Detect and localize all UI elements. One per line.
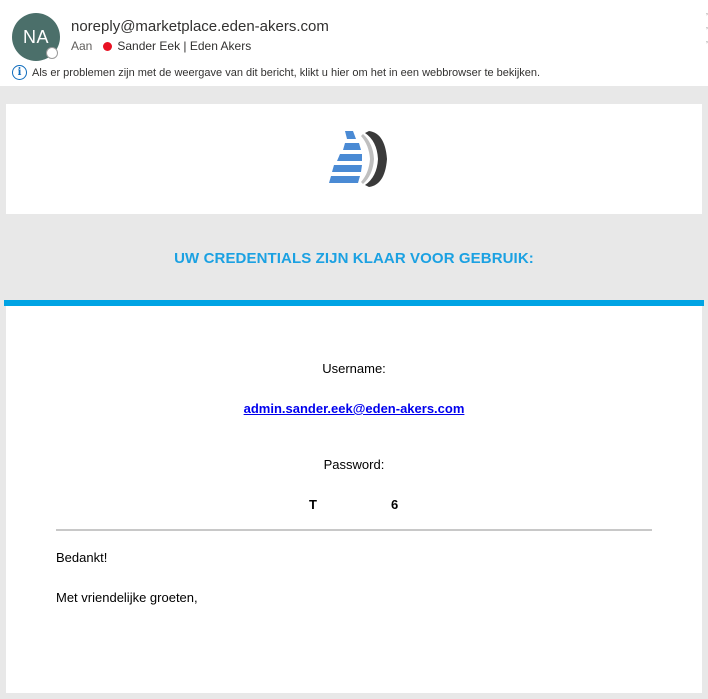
password-first-char: T: [309, 497, 317, 512]
to-label: Aan: [71, 39, 93, 53]
credentials-banner: [6, 214, 702, 300]
edge-mark: ʼ: [706, 12, 708, 22]
company-logo-icon: [323, 129, 393, 189]
view-in-browser-text[interactable]: Als er problemen zijn met de weergave van dit bericht, klikt u hier om het in een webbrowser te bekijken.: [32, 66, 541, 79]
logo-panel: [6, 104, 702, 214]
username-value: [6, 401, 702, 416]
recipient-name[interactable]: Sander Eek | Eden Akers: [117, 39, 252, 53]
edge-mark: ʼ: [706, 26, 708, 36]
content-divider: [56, 529, 652, 531]
busy-status-icon: [103, 42, 112, 51]
sender-address[interactable]: noreply@marketplace.eden-akers.com: [71, 18, 329, 35]
username-link[interactable]: admin.sander.eek@eden-akers.com: [243, 401, 465, 416]
presence-status-icon: [46, 47, 58, 59]
regards-text: Met vriendelijke groeten,: [56, 590, 198, 605]
sender-avatar[interactable]: NA: [12, 13, 60, 61]
view-in-browser-bar[interactable]: [12, 65, 540, 80]
username-label: Username:: [322, 361, 386, 376]
password-value: [6, 497, 702, 515]
edge-mark: ʼ: [706, 40, 708, 50]
password-label: Password:: [323, 457, 385, 472]
password-last-char: 6: [391, 497, 399, 512]
recipient-row: [71, 39, 251, 53]
banner-title: UW CREDENTIALS ZIJN KLAAR VOOR GEBRUIK:: [174, 250, 534, 267]
thanks-text: Bedankt!: [56, 550, 108, 565]
info-icon: i: [12, 65, 27, 80]
credentials-content: [6, 306, 702, 693]
